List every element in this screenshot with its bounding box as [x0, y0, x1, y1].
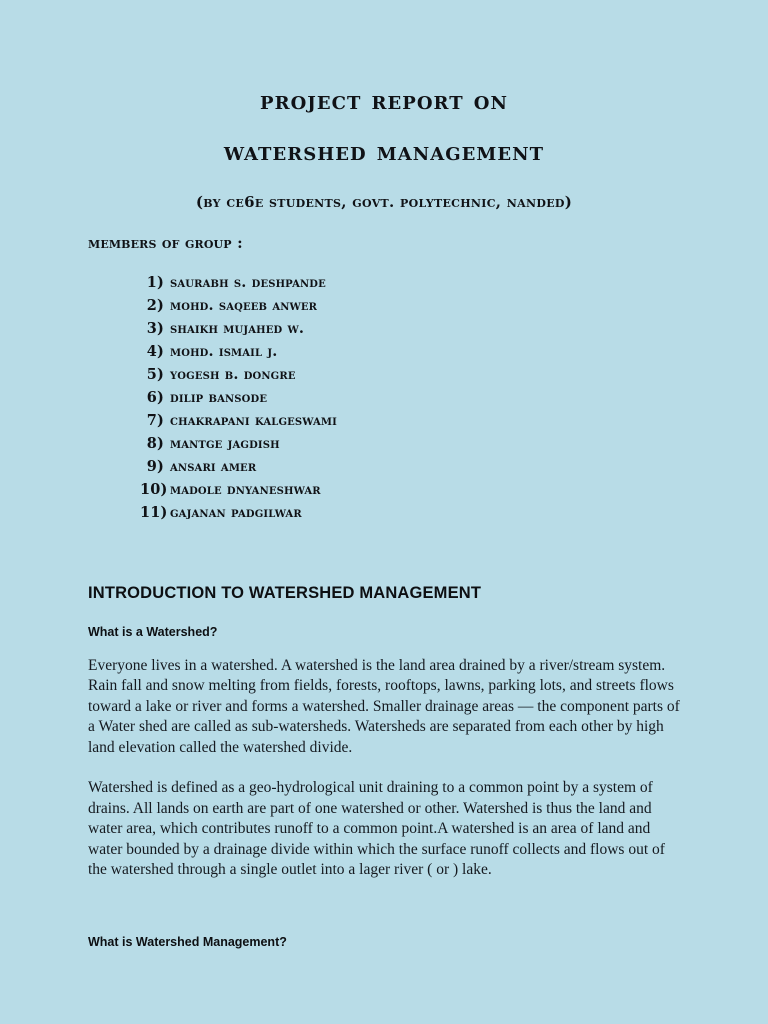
- list-item: madole dnyaneshwar: [170, 480, 321, 498]
- sub-heading-what-is-a-watershed: What is a Watershed?: [88, 624, 218, 639]
- list-item: saurabh s. deshpande: [170, 273, 326, 291]
- members-section: [0, 211, 768, 524]
- list-item: gajanan padgilwar: [170, 503, 302, 521]
- document-subtitle: (by ce6e students, govt. polytechnic, nanded): [195, 192, 573, 211]
- section-heading-introduction: INTRODUCTION TO WATERSHED MANAGEMENT: [88, 583, 482, 602]
- list-item: mohd. saqeeb anwer: [170, 296, 318, 314]
- list-item: mohd. ismail j.: [170, 342, 278, 360]
- title-block: [0, 0, 768, 211]
- list-item: dilip bansode: [170, 388, 268, 406]
- document-title-line-1: project report on: [260, 86, 508, 116]
- sub-heading-what-is-watershed-management: What is Watershed Management?: [88, 934, 287, 949]
- members-list: [88, 271, 768, 524]
- list-item: shaikh mujahed w.: [170, 319, 305, 337]
- content-section: [0, 524, 768, 949]
- members-heading: members of group :: [88, 233, 243, 252]
- list-item: ansari amer: [170, 457, 257, 475]
- list-item: chakrapani kalgeswami: [170, 411, 337, 429]
- document-title-line-2: watershed management: [223, 137, 545, 168]
- list-item: yogesh b. dongre: [170, 365, 296, 383]
- list-item: mantge jagdish: [170, 434, 280, 452]
- paragraph-watershed-definition-1: Everyone lives in a watershed. A watershed is the land area drained by a river/stream system. Rain fall and snow melting from fields, forests, rooftops, lawns, parking lots, and streets flows toward a lake or river and forms a watershed. Smaller drainage areas — the component parts of a Water shed are called as sub-watersheds. Watersheds are separated from each other by high land elevation called the watershed divide.: [88, 656, 680, 756]
- paragraph-watershed-definition-2: Watershed is defined as a geo-hydrological unit draining to a common point by a system of drains. All lands on earth are part of one watershed or other. Watershed is thus the land and water area, which contributes runoff to a common point.A watershed is an area of land and water bounded by a drainage divide within which the surface runoff collects and flows out of the watershed through a single outlet into a lager river ( or ) lake.: [88, 779, 665, 879]
